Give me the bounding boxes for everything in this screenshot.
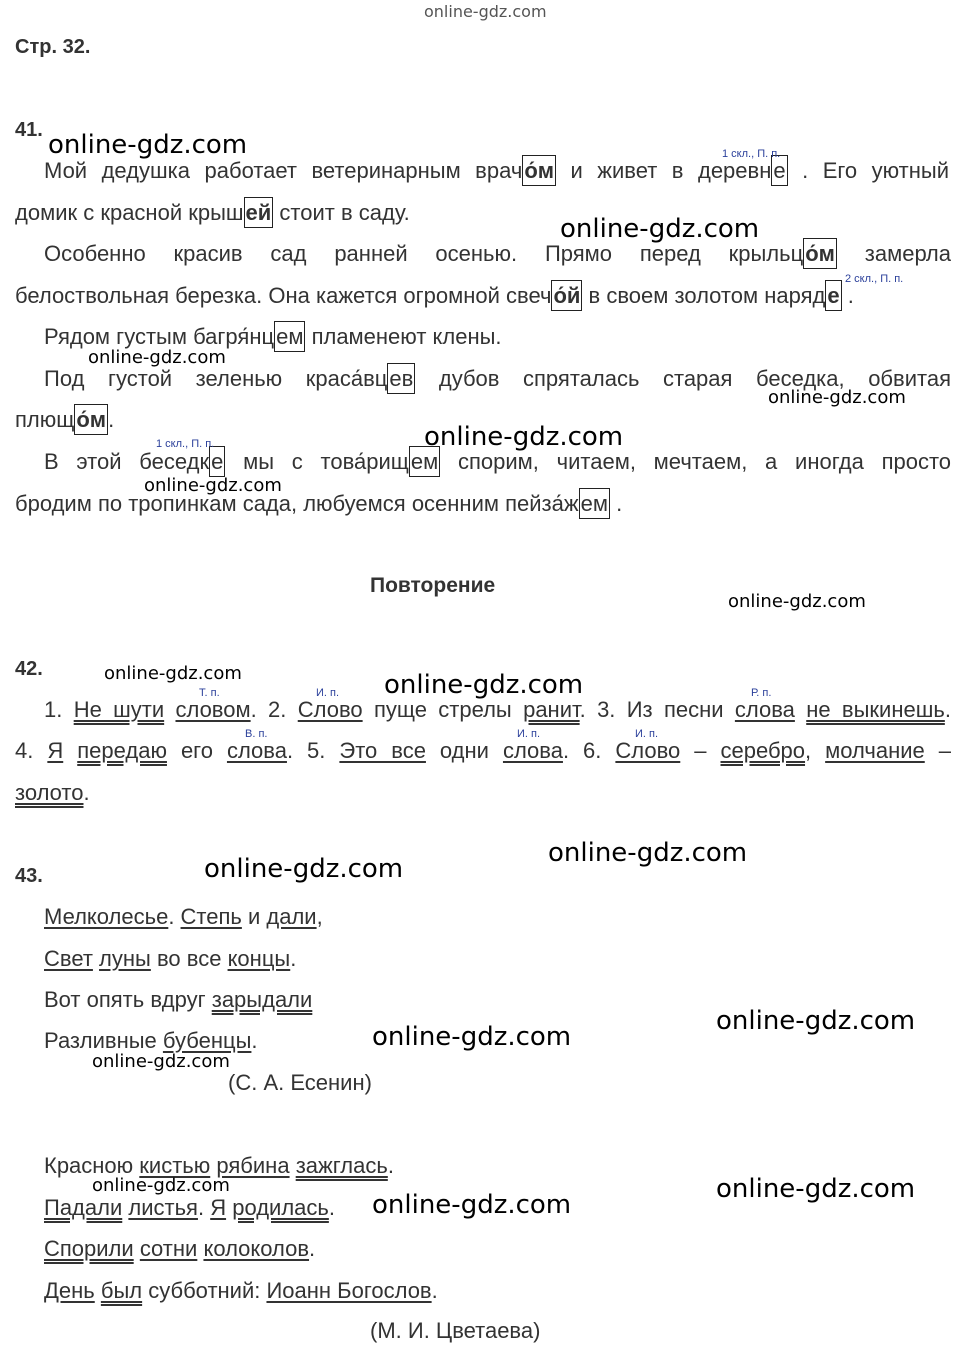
watermark-11: online-gdz.com <box>204 854 404 884</box>
watermark-14: online-gdz.com <box>92 1051 230 1072</box>
watermark-15: online-gdz.com <box>92 1175 230 1196</box>
ex41-line-6: Под густой зеленью краса́вцев дубов спряталась старая беседка, обвитая <box>15 368 951 390</box>
ex42-annotation-3: Р. п. <box>751 687 772 699</box>
poem1-author: (С. А. Есенин) <box>228 1070 372 1095</box>
poem2-author: (М. И. Цветаева) <box>370 1318 541 1343</box>
ex42-line-3: золото. <box>15 780 90 805</box>
ex41-line-8: В этой беседке мы с това́рищем спорим, читаем, мечтаем, а иногда просто <box>15 451 951 473</box>
poem1-line-1: Мелколесье. Степь и дали, <box>44 904 323 929</box>
ex42-annotation-6: И. п. <box>635 728 659 740</box>
ex42-annotation-2: И. п. <box>316 687 340 699</box>
watermark-17: online-gdz.com <box>372 1190 572 1220</box>
watermark-10: online-gdz.com <box>548 838 748 868</box>
site-watermark-top: online-gdz.com <box>424 2 547 21</box>
page-number: Стр. 32. <box>15 36 91 58</box>
watermark-8: online-gdz.com <box>104 663 242 684</box>
exercise-41-number: 41. <box>15 119 43 141</box>
ex42-line-1: 1. Не шути словом. 2. Слово пуще стрелы ранит. 3. Из песни слова не выкинешь. <box>44 697 951 722</box>
ex41-line-2: домик с красной крышей стоит в саду. <box>15 202 410 224</box>
ex41-line-4: белоствольная березка. Она кажется огромной свечо́й в своем золотом наряде . <box>15 285 854 307</box>
poem2-line-2: Падали листья. Я родилась. <box>44 1195 335 1220</box>
watermark-12: online-gdz.com <box>716 1006 916 1036</box>
watermark-4: online-gdz.com <box>768 387 906 408</box>
poem1-line-2: Свет луны во все концы. <box>44 946 297 971</box>
poem1-line-4: Разливные бубенцы. <box>44 1028 258 1053</box>
poem2-line-1: Красною кистью рябина зажглась. <box>44 1153 394 1178</box>
ex41-annotation-2: 2 скл., П. п. <box>845 273 904 285</box>
exercise-42-number: 42. <box>15 658 43 680</box>
ex42-line-2: 4. Я передаю его слова. 5. Это все одни слова. 6. Слово – серебро, молчание – <box>15 738 951 763</box>
ex42-annotation-4: В. п. <box>245 728 268 740</box>
watermark-16: online-gdz.com <box>716 1174 916 1204</box>
watermark-1: online-gdz.com <box>48 130 248 160</box>
watermark-5: online-gdz.com <box>424 422 624 452</box>
watermark-3: online-gdz.com <box>88 347 226 368</box>
ex42-annotation-1: Т. п. <box>199 687 220 699</box>
ex41-line-9: бродим по тропинкам сада, любуемся осенним пейза́жем . <box>15 493 622 515</box>
watermark-7: online-gdz.com <box>728 591 866 612</box>
ex41-line-1: Мой дедушка работает ветеринарным врачо́м и живет в деревне . Его уютный <box>15 160 949 182</box>
watermark-6: online-gdz.com <box>144 475 282 496</box>
watermark-2: online-gdz.com <box>560 214 760 244</box>
ex41-line-7: плющо́м. <box>15 409 114 431</box>
poem2-line-4: День был субботний: Иоанн Богослов. <box>44 1278 438 1303</box>
poem1-line-3: Вот опять вдруг зарыдали <box>44 987 313 1012</box>
watermark-9: online-gdz.com <box>384 670 584 700</box>
ex41-line-5: Рядом густым багря́нцем пламенеют клены. <box>44 326 502 348</box>
ex41-annotation-1: 1 скл., П. п. <box>722 148 781 160</box>
ex41-annotation-3: 1 скл., П. п. <box>156 438 215 450</box>
ex42-annotation-5: И. п. <box>517 728 541 740</box>
watermark-13: online-gdz.com <box>372 1022 572 1052</box>
exercise-43-number: 43. <box>15 865 43 887</box>
ex41-line-3: Особенно красив сад ранней осенью. Прямо перед крыльцо́м замерла <box>15 243 951 265</box>
section-heading: Повторение <box>370 574 496 597</box>
poem2-line-3: Спорили сотни колоколов. <box>44 1236 316 1261</box>
